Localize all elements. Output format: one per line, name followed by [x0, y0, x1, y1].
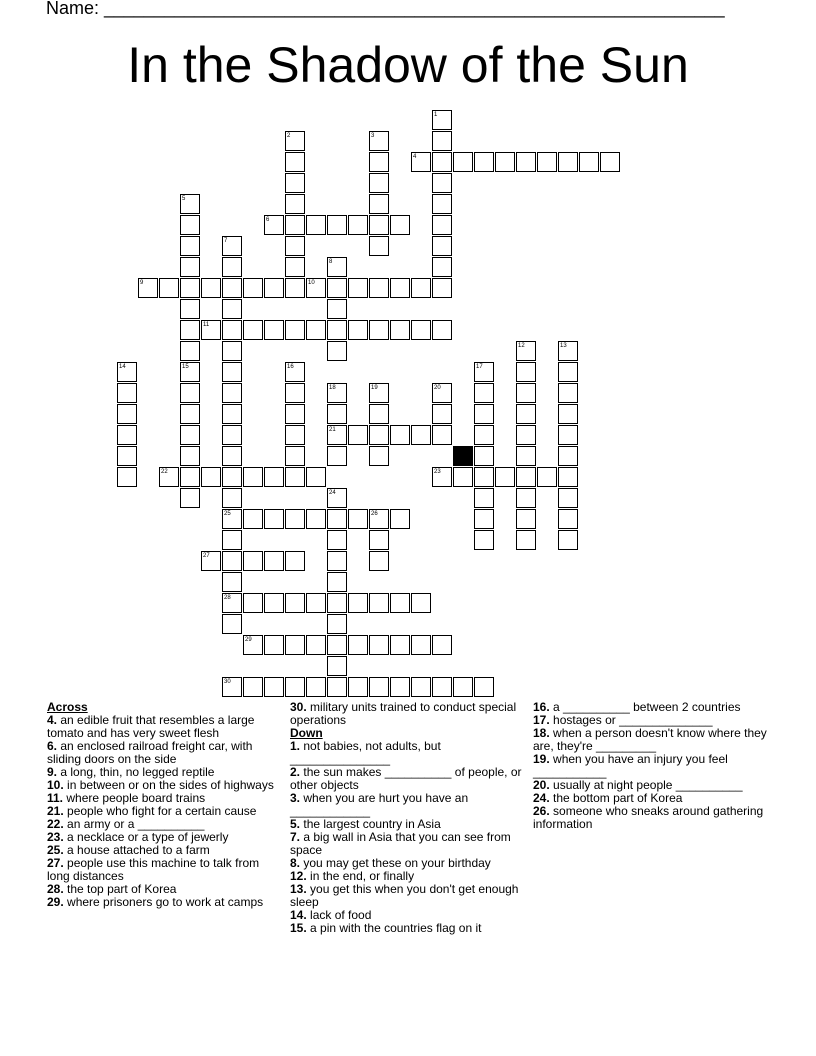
grid-cell[interactable]: [285, 152, 305, 172]
grid-cell[interactable]: [369, 551, 389, 571]
grid-cell[interactable]: [348, 677, 368, 697]
grid-cell[interactable]: [327, 299, 347, 319]
clue-number: 14: [119, 364, 126, 370]
grid-cell[interactable]: [390, 677, 410, 697]
grid-cell[interactable]: [369, 173, 389, 193]
down-clue: 12. in the end, or finally: [290, 869, 415, 883]
across-clue: 6. an enclosed railroad freight car, with sliding doors on the side: [47, 739, 253, 766]
grid-cell[interactable]: [285, 320, 305, 340]
grid-cell[interactable]: [222, 551, 242, 571]
grid-cell[interactable]: [432, 404, 452, 424]
down-clue: 16. a __________ between 2 countries: [533, 700, 741, 714]
down-clue: 13. you get this when you don't get enough sleep: [290, 882, 519, 909]
grid-cell[interactable]: [180, 257, 200, 277]
grid-cell[interactable]: [432, 173, 452, 193]
grid-cell[interactable]: [222, 572, 242, 592]
grid-cell[interactable]: [285, 425, 305, 445]
grid-cell[interactable]: [411, 677, 431, 697]
grid-cell[interactable]: [285, 467, 305, 487]
grid-cell[interactable]: [348, 593, 368, 613]
grid-cell[interactable]: [222, 446, 242, 466]
clue-number: 30: [224, 679, 231, 685]
grid-cell[interactable]: [453, 152, 473, 172]
clue-number: 24: [329, 490, 336, 496]
grid-cell[interactable]: [516, 362, 536, 382]
clue-number: 7: [224, 238, 228, 244]
grid-cell[interactable]: [474, 530, 494, 550]
down-clue: 15. a pin with the countries flag on it: [290, 921, 482, 935]
grid-cell[interactable]: [474, 383, 494, 403]
grid-cell[interactable]: [222, 467, 242, 487]
grid-cell[interactable]: [243, 593, 263, 613]
grid-cell[interactable]: [264, 593, 284, 613]
down-header: Down: [290, 726, 323, 740]
grid-cell[interactable]: [558, 509, 578, 529]
across-clue: 9. a long, thin, no legged reptile: [47, 765, 215, 779]
clue-number: 27: [203, 553, 210, 559]
grid-cell[interactable]: [264, 278, 284, 298]
grid-cell[interactable]: [369, 215, 389, 235]
grid-cell[interactable]: [474, 467, 494, 487]
grid-cell[interactable]: [117, 446, 137, 466]
grid-cell[interactable]: [264, 467, 284, 487]
down-clue: 14. lack of food: [290, 908, 372, 922]
clue-number: 19: [371, 385, 378, 391]
grid-cell[interactable]: [369, 152, 389, 172]
grid-cell[interactable]: [285, 383, 305, 403]
across-clue: 29. where prisoners go to work at camps: [47, 895, 264, 909]
grid-cell[interactable]: [516, 530, 536, 550]
page-title: In the Shadow of the Sun: [127, 37, 689, 93]
grid-cell[interactable]: [222, 320, 242, 340]
grid-cell[interactable]: [180, 467, 200, 487]
grid-cell[interactable]: [327, 677, 347, 697]
grid-cell[interactable]: [474, 446, 494, 466]
grid-cell[interactable]: [222, 614, 242, 634]
clue-number: 15: [182, 364, 189, 370]
grid-cell[interactable]: [558, 530, 578, 550]
clues-column-1: [47, 701, 283, 909]
clue-number: 18: [329, 385, 336, 391]
across-clue: 28. the top part of Korea: [47, 882, 177, 896]
grid-cell[interactable]: [243, 467, 263, 487]
grid-cell[interactable]: [285, 278, 305, 298]
down-clue: 1. not babies, not adults, but _______________: [290, 739, 441, 766]
grid-cell[interactable]: [285, 551, 305, 571]
grid-cell[interactable]: [285, 257, 305, 277]
grid-cell[interactable]: [285, 593, 305, 613]
grid-cell[interactable]: [306, 509, 326, 529]
grid-cell[interactable]: [180, 404, 200, 424]
grid-cell[interactable]: [327, 509, 347, 529]
grid-cell[interactable]: [516, 488, 536, 508]
across-clue: 22. an army or a __________: [47, 817, 205, 831]
grid-cell[interactable]: [222, 362, 242, 382]
grid-cell[interactable]: [495, 152, 515, 172]
across-clue: 30. military units trained to conduct special operations: [290, 700, 517, 727]
grid-cell[interactable]: [369, 236, 389, 256]
grid-cell[interactable]: [327, 614, 347, 634]
clues-column-3: [533, 701, 769, 831]
grid-cell[interactable]: [243, 278, 263, 298]
grid-cell[interactable]: [222, 488, 242, 508]
grid-cell[interactable]: [285, 635, 305, 655]
grid-cell[interactable]: [348, 215, 368, 235]
clue-number: 16: [287, 364, 294, 370]
grid-cell[interactable]: [327, 635, 347, 655]
grid-cell[interactable]: [117, 404, 137, 424]
grid-cell[interactable]: [432, 278, 452, 298]
grid-cell[interactable]: [390, 509, 410, 529]
grid-cell[interactable]: [558, 488, 578, 508]
down-clue: 3. when you are hurt you have an ____________: [290, 791, 469, 818]
clue-number: 17: [476, 364, 483, 370]
clue-number: 5: [182, 196, 186, 202]
down-clue: 26. someone who sneaks around gathering information: [533, 804, 764, 831]
grid-cell[interactable]: [474, 488, 494, 508]
grid-cell[interactable]: [306, 467, 326, 487]
grid-cell[interactable]: [285, 215, 305, 235]
grid-cell[interactable]: [327, 341, 347, 361]
grid-cell[interactable]: [327, 278, 347, 298]
grid-cell[interactable]: [537, 467, 557, 487]
grid-cell[interactable]: [411, 593, 431, 613]
grid-cell[interactable]: [306, 215, 326, 235]
name-field-label: Name: ______________________________________________________________: [46, 0, 725, 18]
across-header: Across: [47, 700, 88, 714]
clue-number: 20: [434, 385, 441, 391]
grid-cell[interactable]: [558, 383, 578, 403]
grid-cell[interactable]: [369, 677, 389, 697]
grid-cell[interactable]: [558, 404, 578, 424]
grid-cell[interactable]: [159, 278, 179, 298]
grid-cell[interactable]: [453, 467, 473, 487]
grid-cell[interactable]: [474, 677, 494, 697]
grid-cell[interactable]: [285, 446, 305, 466]
grid-cell[interactable]: [222, 530, 242, 550]
grid-cell[interactable]: [327, 530, 347, 550]
grid-cell[interactable]: [516, 446, 536, 466]
down-clue: 2. the sun makes __________ of people, or other objects: [290, 765, 522, 792]
clues-column-2: [290, 701, 526, 935]
black-square: [453, 446, 473, 466]
clue-number: 1: [434, 112, 438, 118]
grid-cell[interactable]: [369, 530, 389, 550]
grid-cell[interactable]: [432, 425, 452, 445]
across-clue: 25. a house attached to a farm: [47, 843, 210, 857]
grid-cell[interactable]: [558, 362, 578, 382]
grid-cell[interactable]: [432, 236, 452, 256]
grid-cell[interactable]: [495, 467, 515, 487]
grid-cell[interactable]: [474, 425, 494, 445]
grid-cell[interactable]: [516, 404, 536, 424]
grid-cell[interactable]: [432, 257, 452, 277]
grid-cell[interactable]: [432, 131, 452, 151]
grid-cell[interactable]: [180, 236, 200, 256]
clue-number: 11: [203, 322, 210, 328]
across-clue: 11. where people board trains: [47, 791, 206, 805]
grid-cell[interactable]: [180, 446, 200, 466]
grid-cell[interactable]: [516, 383, 536, 403]
down-clue: 7. a big wall in Asia that you can see from space: [290, 830, 511, 857]
grid-cell[interactable]: [180, 488, 200, 508]
grid-cell[interactable]: [180, 425, 200, 445]
down-clue: 24. the bottom part of Korea: [533, 791, 683, 805]
grid-cell[interactable]: [117, 467, 137, 487]
grid-cell[interactable]: [558, 467, 578, 487]
grid-cell[interactable]: [117, 425, 137, 445]
grid-cell[interactable]: [411, 320, 431, 340]
clue-number: 29: [245, 637, 252, 643]
grid-cell[interactable]: [390, 635, 410, 655]
clue-number: 23: [434, 469, 441, 475]
grid-cell[interactable]: [285, 509, 305, 529]
grid-cell[interactable]: [537, 152, 557, 172]
grid-cell[interactable]: [390, 278, 410, 298]
grid-cell[interactable]: [285, 236, 305, 256]
across-clue: 10. in between or on the sides of highways: [47, 778, 274, 792]
grid-cell[interactable]: [327, 320, 347, 340]
grid-cell[interactable]: [117, 383, 137, 403]
grid-cell[interactable]: [222, 278, 242, 298]
clue-number: 12: [518, 343, 525, 349]
grid-cell[interactable]: [369, 278, 389, 298]
grid-cell[interactable]: [180, 320, 200, 340]
across-clue: 4. an edible fruit that resembles a large tomato and has very sweet flesh: [47, 713, 255, 740]
grid-cell[interactable]: [348, 635, 368, 655]
grid-cell[interactable]: [369, 194, 389, 214]
across-clue: 23. a necklace or a type of jewerly: [47, 830, 229, 844]
grid-cell[interactable]: [285, 194, 305, 214]
clue-number: 10: [308, 280, 315, 286]
grid-cell[interactable]: [432, 215, 452, 235]
grid-cell[interactable]: [327, 215, 347, 235]
down-clue: 20. usually at night people __________: [533, 778, 743, 792]
grid-cell[interactable]: [285, 404, 305, 424]
grid-cell[interactable]: [306, 635, 326, 655]
grid-cell[interactable]: [180, 215, 200, 235]
clue-number: 28: [224, 595, 231, 601]
grid-cell[interactable]: [558, 425, 578, 445]
grid-cell[interactable]: [243, 320, 263, 340]
grid-cell[interactable]: [180, 383, 200, 403]
grid-cell[interactable]: [558, 152, 578, 172]
grid-cell[interactable]: [264, 551, 284, 571]
grid-cell[interactable]: [369, 425, 389, 445]
grid-cell[interactable]: [432, 677, 452, 697]
grid-cell[interactable]: [432, 152, 452, 172]
across-clue: 21. people who fight for a certain cause: [47, 804, 257, 818]
grid-cell[interactable]: [600, 152, 620, 172]
grid-cell[interactable]: [348, 509, 368, 529]
grid-cell[interactable]: [390, 425, 410, 445]
grid-cell[interactable]: [180, 341, 200, 361]
grid-cell[interactable]: [327, 404, 347, 424]
grid-cell[interactable]: [474, 509, 494, 529]
grid-cell[interactable]: [579, 152, 599, 172]
grid-cell[interactable]: [201, 467, 221, 487]
grid-cell[interactable]: [222, 257, 242, 277]
grid-cell[interactable]: [348, 320, 368, 340]
grid-cell[interactable]: [432, 194, 452, 214]
grid-cell[interactable]: [327, 572, 347, 592]
grid-cell[interactable]: [348, 425, 368, 445]
grid-cell[interactable]: [558, 446, 578, 466]
grid-cell[interactable]: [516, 467, 536, 487]
clue-number: 21: [329, 427, 336, 433]
grid-cell[interactable]: [264, 509, 284, 529]
grid-cell[interactable]: [516, 425, 536, 445]
grid-cell[interactable]: [369, 593, 389, 613]
clue-number: 3: [371, 133, 375, 139]
grid-cell[interactable]: [285, 677, 305, 697]
clue-number: 9: [140, 280, 144, 286]
grid-cell[interactable]: [432, 320, 452, 340]
grid-cell[interactable]: [264, 635, 284, 655]
clue-number: 22: [161, 469, 168, 475]
grid-cell[interactable]: [222, 425, 242, 445]
grid-cell[interactable]: [180, 278, 200, 298]
grid-cell[interactable]: [369, 320, 389, 340]
grid-cell[interactable]: [516, 509, 536, 529]
clue-number: 4: [413, 154, 417, 160]
grid-cell[interactable]: [390, 320, 410, 340]
grid-cell[interactable]: [306, 593, 326, 613]
grid-cell[interactable]: [390, 215, 410, 235]
grid-cell[interactable]: [222, 404, 242, 424]
grid-cell[interactable]: [222, 299, 242, 319]
grid-cell[interactable]: [369, 446, 389, 466]
clue-number: 2: [287, 133, 291, 139]
grid-cell[interactable]: [306, 320, 326, 340]
grid-cell[interactable]: [516, 152, 536, 172]
grid-cell[interactable]: [411, 425, 431, 445]
grid-cell[interactable]: [390, 593, 410, 613]
grid-cell[interactable]: [453, 677, 473, 697]
down-clue: 17. hostages or ______________: [533, 713, 713, 727]
grid-cell[interactable]: [180, 299, 200, 319]
down-clue: 18. when a person doesn't know where they are, they're _________: [533, 726, 767, 753]
grid-cell[interactable]: [201, 278, 221, 298]
down-clue: 5. the largest country in Asia: [290, 817, 441, 831]
grid-cell[interactable]: [369, 635, 389, 655]
grid-cell[interactable]: [243, 551, 263, 571]
grid-cell[interactable]: [474, 404, 494, 424]
grid-cell[interactable]: [474, 152, 494, 172]
clue-number: 8: [329, 259, 333, 265]
grid-cell[interactable]: [222, 341, 242, 361]
grid-cell[interactable]: [411, 278, 431, 298]
grid-cell[interactable]: [411, 635, 431, 655]
down-clue: 8. you may get these on your birthday: [290, 856, 491, 870]
grid-cell[interactable]: [369, 404, 389, 424]
grid-cell[interactable]: [243, 509, 263, 529]
grid-cell[interactable]: [327, 446, 347, 466]
grid-cell[interactable]: [264, 320, 284, 340]
clue-number: 6: [266, 217, 270, 223]
grid-cell[interactable]: [348, 278, 368, 298]
grid-cell[interactable]: [243, 677, 263, 697]
grid-cell[interactable]: [306, 677, 326, 697]
grid-cell[interactable]: [327, 551, 347, 571]
clue-number: 25: [224, 511, 231, 517]
grid-cell[interactable]: [327, 593, 347, 613]
grid-cell[interactable]: [327, 656, 347, 676]
down-clue: 19. when you have an injury you feel ___________: [533, 752, 728, 779]
clue-number: 13: [560, 343, 567, 349]
grid-cell[interactable]: [264, 677, 284, 697]
grid-cell[interactable]: [222, 383, 242, 403]
grid-cell[interactable]: [285, 173, 305, 193]
across-clue: 27. people use this machine to talk from long distances: [47, 856, 260, 883]
grid-cell[interactable]: [432, 635, 452, 655]
clue-number: 26: [371, 511, 378, 517]
